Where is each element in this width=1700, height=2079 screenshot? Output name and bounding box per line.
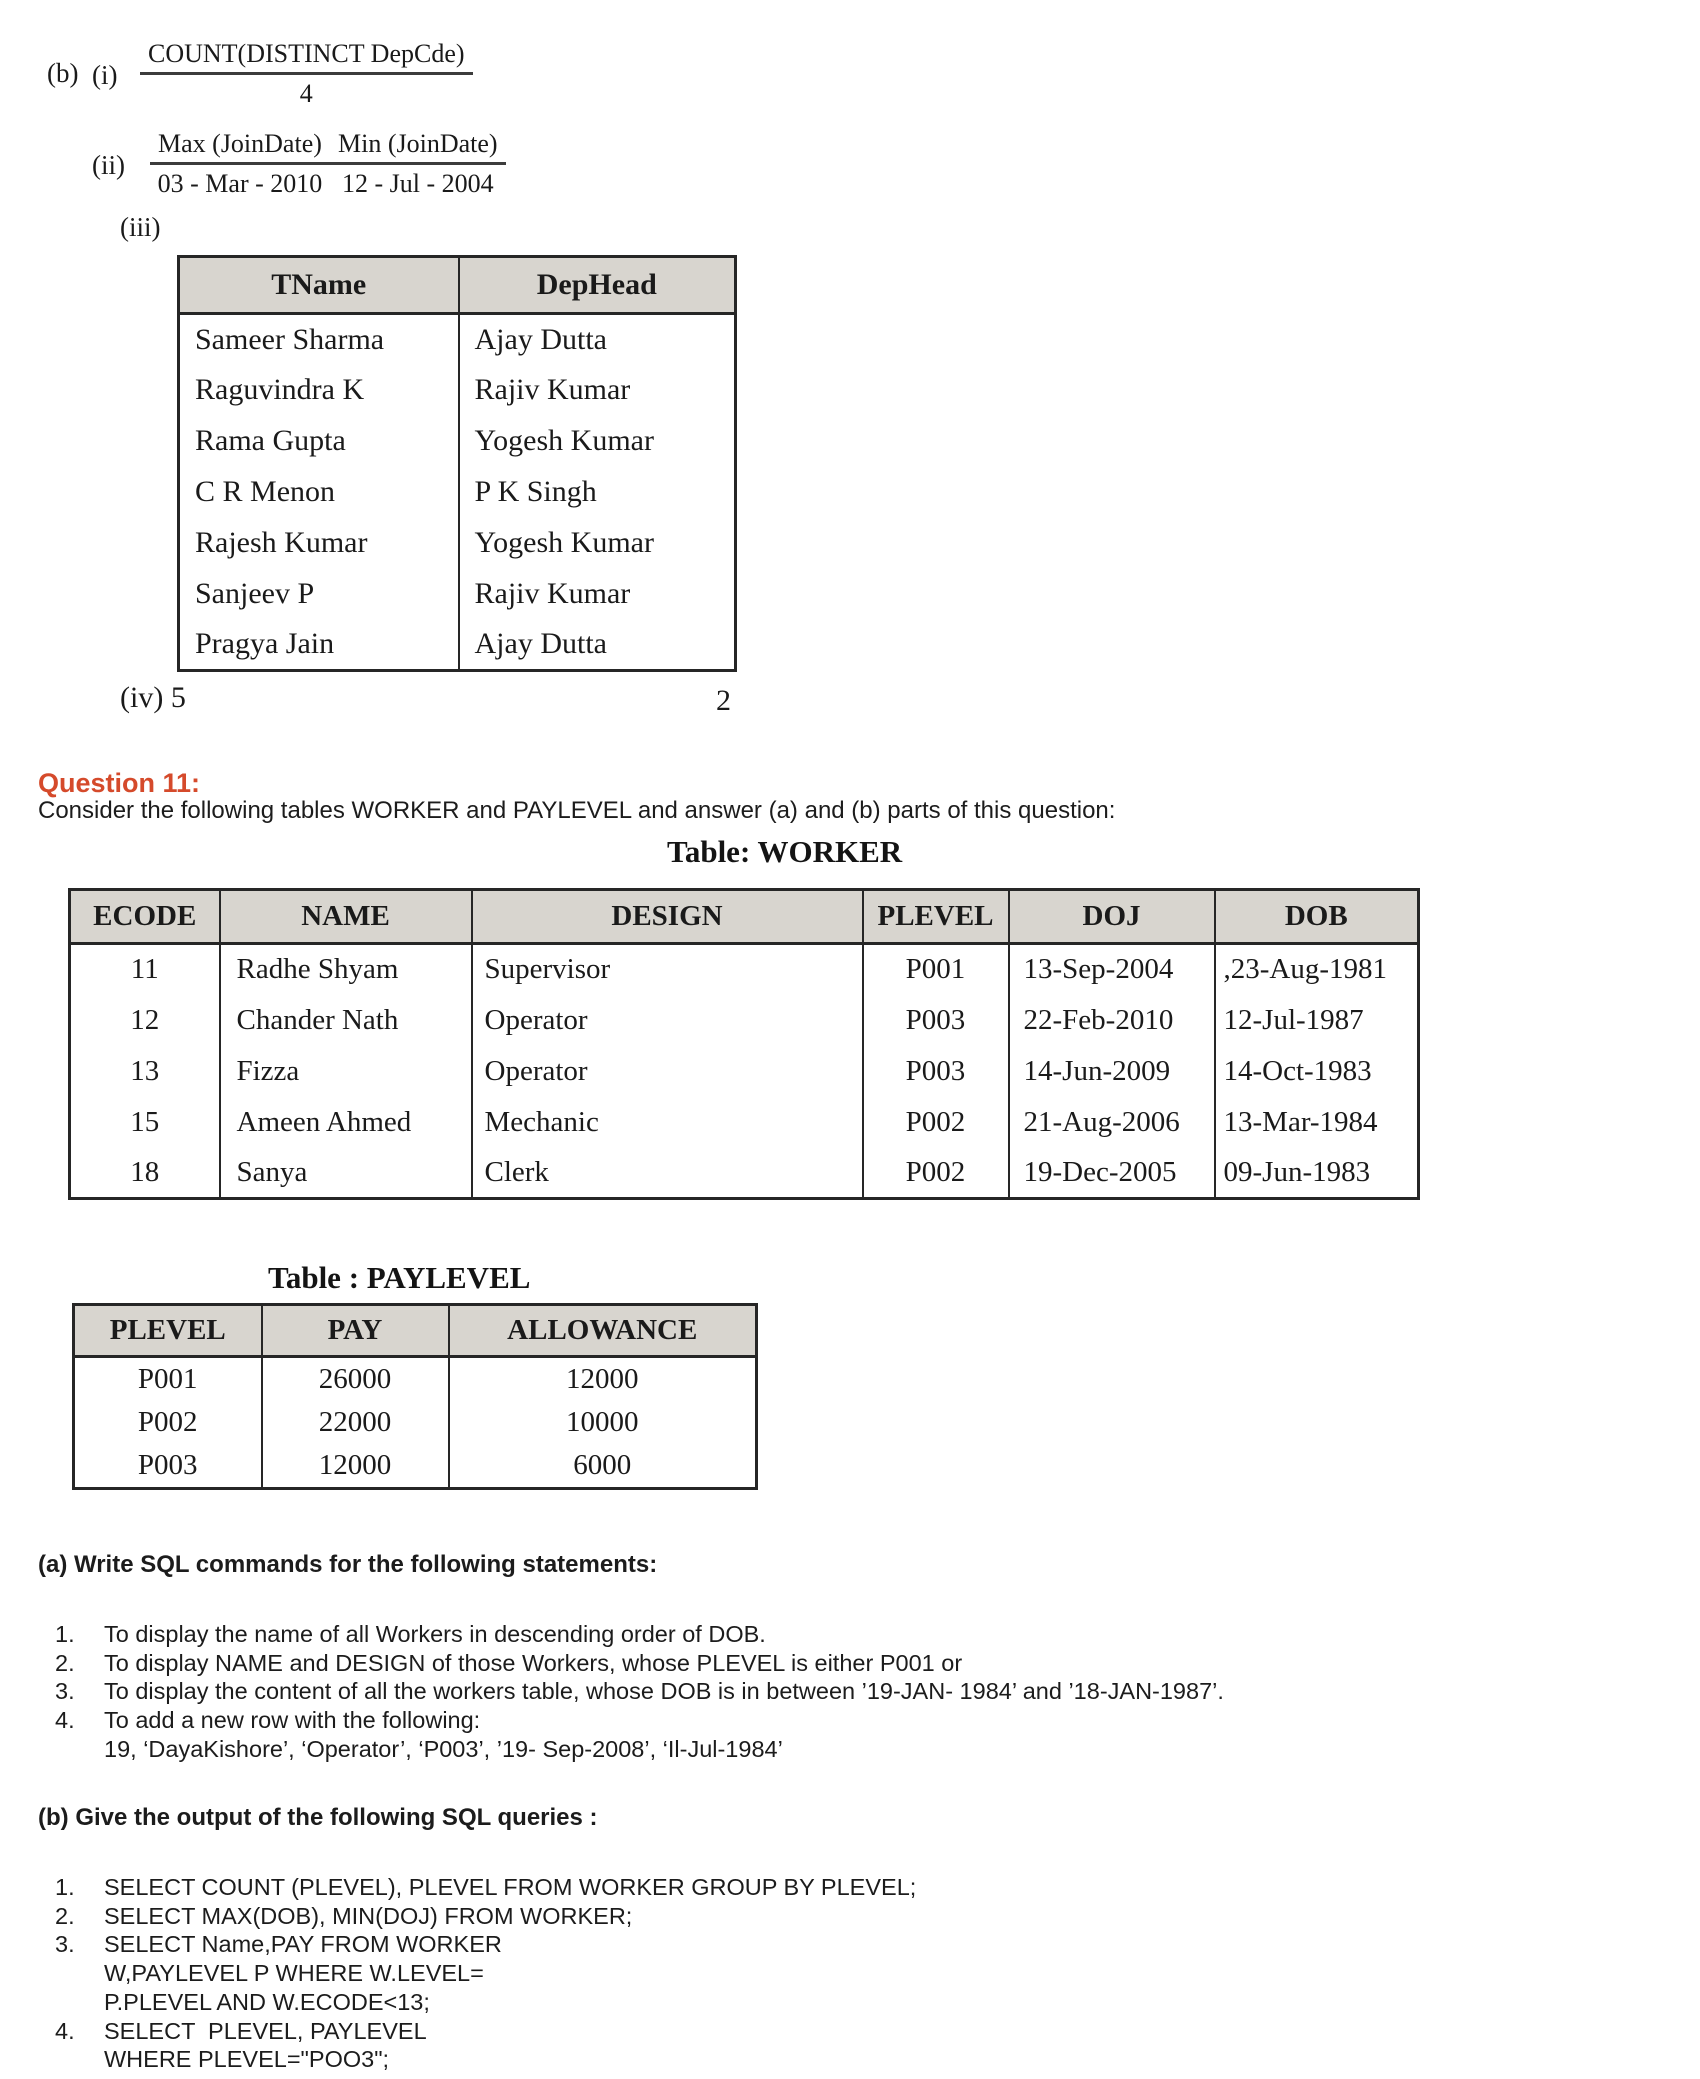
- table-cell: P K Singh: [459, 467, 736, 518]
- table-cell: Yogesh Kumar: [459, 416, 736, 467]
- table-cell: 09-Jun-1983: [1215, 1148, 1419, 1199]
- table-cell: Ajay Dutta: [459, 314, 736, 365]
- text-line: SELECT MAX(DOB), MIN(DOJ) FROM WORKER;: [104, 1902, 633, 1929]
- table-cell: 13: [70, 1046, 220, 1097]
- table-row: [74, 1445, 757, 1489]
- table-cell: C R Menon: [179, 467, 459, 518]
- column-header: ECODE: [70, 890, 220, 944]
- header-row: [74, 1305, 757, 1357]
- table-cell: 22000: [262, 1401, 449, 1445]
- table-cell: Clerk: [472, 1148, 863, 1199]
- table-cell: Supervisor: [472, 944, 863, 995]
- column-header: DOJ: [1009, 890, 1215, 944]
- table-cell: Mechanic: [472, 1097, 863, 1148]
- list-item: [55, 2017, 1535, 2074]
- table-cell: P001: [863, 944, 1009, 995]
- table-cell: 14-Oct-1983: [1215, 1046, 1419, 1097]
- fraction-count-distinct: [140, 38, 473, 109]
- table-cell: P002: [74, 1401, 262, 1445]
- answer-part-label: (b): [47, 58, 79, 88]
- text-line: P.PLEVEL AND W.ECODE<13;: [104, 1988, 430, 2015]
- table-cell: Raguvindra K: [179, 365, 459, 416]
- list-item: [55, 1620, 1535, 1649]
- list-item: [55, 1649, 1535, 1678]
- paylevel-table-title: Table : PAYLEVEL: [268, 1260, 531, 1295]
- table-cell: Pragya Jain: [179, 620, 459, 671]
- dept-head-table: [177, 255, 737, 672]
- list-item-text: [104, 1873, 1535, 1902]
- list-item: [55, 1873, 1535, 1902]
- text-line: W,PAYLEVEL P WHERE W.LEVEL=: [104, 1960, 484, 1987]
- table-row: [70, 1097, 1419, 1148]
- question-heading: Question 11:: [38, 768, 201, 798]
- answer-item-iii-label: (iii): [120, 212, 161, 242]
- list-item-number: 1.: [55, 1621, 75, 1647]
- column-header: TName: [179, 257, 459, 314]
- worker-table: [68, 888, 1420, 1200]
- column-header: DOB: [1215, 890, 1419, 944]
- table-row: [74, 1401, 757, 1445]
- text-line: To display the content of all the workers table, whose DOB is in between ’19-JAN- 1984’ and ’18-JAN-1987’.: [104, 1678, 1224, 1705]
- table-cell: Rama Gupta: [179, 416, 459, 467]
- table-cell: Yogesh Kumar: [459, 518, 736, 569]
- table-cell: Ameen Ahmed: [220, 1097, 472, 1148]
- table-row: [70, 944, 1419, 995]
- table-row: [70, 995, 1419, 1046]
- list-item-text: [104, 1902, 1535, 1931]
- list-item-number: 4.: [55, 1707, 75, 1734]
- table-row: [179, 620, 736, 671]
- table-cell: 6000: [449, 1445, 757, 1489]
- column-header: NAME: [220, 890, 472, 944]
- column-header: PLEVEL: [74, 1305, 262, 1357]
- text-line: 19, ‘DayaKishore’, ‘Operator’, ‘P003’, ’19- Sep-2008’, ‘Il-Jul-1984’: [104, 1735, 783, 1762]
- answer-item-iv: (iv) 5: [120, 681, 186, 714]
- header-row: [179, 257, 736, 314]
- table-cell: 15: [70, 1097, 220, 1148]
- table-cell: 10000: [449, 1401, 757, 1445]
- text-line: SELECT Name,PAY FROM WORKER: [104, 1931, 502, 1958]
- table-cell: 26000: [262, 1357, 449, 1401]
- table-cell: Operator: [472, 995, 863, 1046]
- column-header: DESIGN: [472, 890, 863, 944]
- table-row: [70, 1148, 1419, 1199]
- text-line: SELECT COUNT (PLEVEL), PLEVEL FROM WORKER GROUP BY PLEVEL;: [104, 1874, 917, 1900]
- list-item: [55, 1902, 1535, 1931]
- fraction-numerator: Min (JoinDate): [330, 128, 506, 165]
- fraction-max-joindate: [150, 128, 330, 199]
- list-item-number: 2.: [55, 1902, 75, 1929]
- list-item-text: [104, 1930, 1535, 2016]
- column-header: PAY: [262, 1305, 449, 1357]
- list-item-text: [104, 1620, 1535, 1649]
- table-row: [179, 365, 736, 416]
- table-cell: 11: [70, 944, 220, 995]
- table-row: [74, 1357, 757, 1401]
- part-b-heading: (b) Give the output of the following SQL queries :: [38, 1804, 598, 1831]
- table-cell: Operator: [472, 1046, 863, 1097]
- table-cell: 18: [70, 1148, 220, 1199]
- question-intro: Consider the following tables WORKER and PAYLEVEL and answer (a) and (b) parts of this question:: [38, 797, 1116, 824]
- list-item-text: [104, 1677, 1535, 1706]
- table-row: [179, 416, 736, 467]
- table-cell: 12: [70, 995, 220, 1046]
- table-cell: Ajay Dutta: [459, 620, 736, 671]
- table-cell: Chander Nath: [220, 995, 472, 1046]
- paylevel-table: [72, 1303, 758, 1490]
- list-item: [55, 1706, 1535, 1763]
- table-cell: P003: [863, 1046, 1009, 1097]
- table-row: [179, 314, 736, 365]
- table-cell: Rajiv Kumar: [459, 569, 736, 620]
- table-cell: Rajesh Kumar: [179, 518, 459, 569]
- fraction-denominator: 4: [299, 79, 313, 108]
- table-cell: P003: [74, 1445, 262, 1489]
- fraction-denominator: 03 - Mar - 2010: [157, 169, 323, 198]
- worker-table-title: Table: WORKER: [667, 834, 903, 869]
- table-row: [179, 467, 736, 518]
- part-a-heading: (a) Write SQL commands for the following statements:: [38, 1551, 658, 1578]
- table-cell: P002: [863, 1148, 1009, 1199]
- fraction-numerator: COUNT(DISTINCT DepCde): [140, 38, 473, 75]
- list-item-number: 3.: [55, 1678, 75, 1705]
- text-line: SELECT PLEVEL, PAYLEVEL: [104, 2017, 427, 2044]
- part-a-list: [55, 1620, 1535, 1764]
- list-item-text: [104, 1649, 1535, 1678]
- table-cell: Sanjeev P: [179, 569, 459, 620]
- fraction-denominator: 12 - Jul - 2004: [341, 169, 494, 198]
- answer-item-ii-label: (ii): [92, 150, 125, 180]
- table-cell: Rajiv Kumar: [459, 365, 736, 416]
- fraction-min-joindate: [330, 128, 506, 199]
- table-cell: Radhe Shyam: [220, 944, 472, 995]
- list-item-number: 1.: [55, 1874, 75, 1900]
- table-cell: P002: [863, 1097, 1009, 1148]
- answer-item-i-label: (i): [92, 60, 118, 90]
- list-item: [55, 1677, 1535, 1706]
- column-header: PLEVEL: [863, 890, 1009, 944]
- table-cell: ,23-Aug-1981: [1215, 944, 1419, 995]
- table-cell: P003: [863, 995, 1009, 1046]
- table-cell: 19-Dec-2005: [1009, 1148, 1215, 1199]
- part-b-list: [55, 1873, 1535, 2074]
- column-header: ALLOWANCE: [449, 1305, 757, 1357]
- table-row: [179, 518, 736, 569]
- text-line: WHERE PLEVEL="POO3";: [104, 2046, 390, 2073]
- table-row: [179, 569, 736, 620]
- table-cell: 21-Aug-2006: [1009, 1097, 1215, 1148]
- list-item-number: 2.: [55, 1649, 75, 1676]
- table-cell: Fizza: [220, 1046, 472, 1097]
- table-cell: Sanya: [220, 1148, 472, 1199]
- list-item-text: [104, 2017, 1535, 2074]
- table-cell: 14-Jun-2009: [1009, 1046, 1215, 1097]
- page-number: 2: [716, 684, 731, 717]
- table-cell: 12000: [262, 1445, 449, 1489]
- table-row: [70, 1046, 1419, 1097]
- header-row: [70, 890, 1419, 944]
- list-item-number: 4.: [55, 2017, 75, 2044]
- table-cell: 12000: [449, 1357, 757, 1401]
- list-item: [55, 1930, 1535, 2016]
- list-item-text: [104, 1706, 1535, 1763]
- table-cell: P001: [74, 1357, 262, 1401]
- text-line: To display NAME and DESIGN of those Workers, whose PLEVEL is either P001 or: [104, 1649, 963, 1676]
- table-cell: 13-Mar-1984: [1215, 1097, 1419, 1148]
- table-cell: 12-Jul-1987: [1215, 995, 1419, 1046]
- table-cell: 22-Feb-2010: [1009, 995, 1215, 1046]
- column-header: DepHead: [459, 257, 736, 314]
- fraction-numerator: Max (JoinDate): [150, 128, 330, 165]
- text-line: To display the name of all Workers in descending order of DOB.: [104, 1621, 766, 1647]
- table-cell: Sameer Sharma: [179, 314, 459, 365]
- text-line: To add a new row with the following:: [104, 1707, 481, 1734]
- list-item-number: 3.: [55, 1931, 75, 1958]
- table-cell: 13-Sep-2004: [1009, 944, 1215, 995]
